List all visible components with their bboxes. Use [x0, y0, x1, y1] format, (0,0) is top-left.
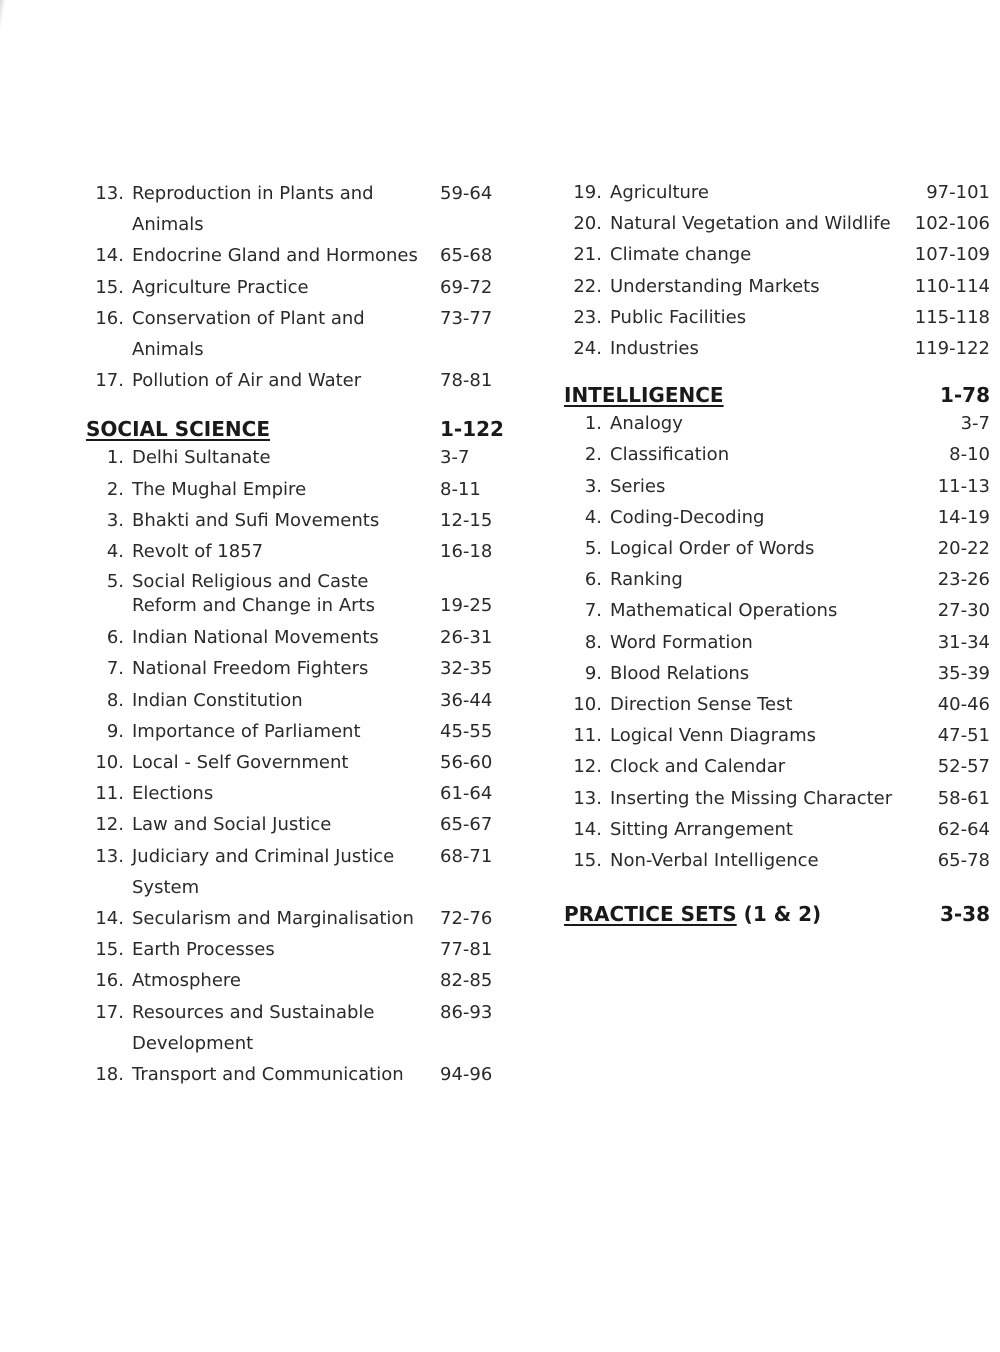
entry-title: Earth Processes [132, 939, 275, 961]
entry-number: 1. [106, 447, 124, 469]
entry-number: 6. [584, 569, 602, 591]
entry-title: Analogy [610, 413, 683, 435]
social-science-continued-list [564, 177, 990, 364]
entry-title: Natural Vegetation and Wildlife [610, 213, 891, 235]
toc-entry [86, 442, 514, 473]
entry-title: Public Facilities [610, 306, 747, 328]
entry-number: 18. [95, 1064, 124, 1086]
entry-pages: 52-57 [937, 756, 990, 778]
entry-number: 20. [573, 213, 602, 235]
toc-entry [86, 272, 514, 303]
entry-pages: 102-106 [914, 213, 990, 235]
entry-number: 19. [573, 182, 602, 203]
entry-pages: 86-93 [440, 1001, 493, 1023]
entry-number: 15. [95, 276, 124, 298]
toc-entry [86, 965, 514, 996]
toc-entry [86, 716, 514, 747]
toc-right-column [564, 177, 990, 928]
toc-entry [86, 178, 514, 240]
entry-number: 6. [106, 627, 124, 649]
entry-number: 7. [106, 658, 124, 680]
entry-title: Blood Relations [610, 662, 750, 684]
toc-entry [86, 567, 514, 622]
entry-pages: 59-64 [440, 183, 493, 204]
entry-pages: 94-96 [440, 1064, 493, 1086]
entry-title: Climate change [610, 244, 752, 266]
toc-entry [564, 177, 990, 208]
toc-entry [86, 747, 514, 778]
entry-title: Judiciary and Criminal Justice System [132, 845, 395, 898]
toc-entry [86, 778, 514, 809]
entry-number: 17. [95, 370, 124, 392]
toc-entry [564, 333, 990, 364]
section-subtitle: (1 & 2) [736, 902, 822, 927]
toc-entry [86, 653, 514, 684]
entry-pages: 119-122 [914, 338, 990, 360]
entry-pages: 31-34 [937, 631, 990, 653]
section-pages: 1-78 [939, 383, 990, 408]
toc-entry [86, 841, 514, 903]
entry-number: 11. [95, 783, 124, 805]
toc-entry [564, 302, 990, 333]
science-continued-list [86, 178, 514, 396]
entry-title: Understanding Markets [610, 275, 820, 297]
entry-number: 9. [584, 662, 602, 684]
entry-pages: 72-76 [440, 908, 493, 930]
toc-entry [564, 814, 990, 845]
entry-number: 4. [106, 541, 124, 563]
entry-title: Sitting Arrangement [610, 818, 793, 840]
entry-pages: 8-10 [949, 444, 990, 466]
intelligence-heading [564, 382, 990, 408]
toc-entry [564, 271, 990, 302]
entry-pages: 35-39 [937, 662, 990, 684]
entry-pages: 61-64 [440, 783, 493, 805]
entry-number: 7. [584, 600, 602, 622]
entry-number: 2. [106, 478, 124, 500]
toc-entry [86, 997, 514, 1059]
intelligence-list [564, 408, 990, 876]
entry-number: 3. [584, 475, 602, 497]
entry-number: 8. [584, 631, 602, 653]
toc-entry [564, 689, 990, 720]
toc-entry [564, 502, 990, 533]
entry-pages: 45-55 [440, 720, 493, 742]
entry-number: 24. [573, 338, 602, 360]
toc-entry [86, 809, 514, 840]
entry-pages: 62-64 [937, 818, 990, 840]
entry-pages: 3-7 [440, 447, 470, 469]
entry-title: Delhi Sultanate [132, 447, 271, 469]
entry-title: Logical Order of Words [610, 538, 815, 560]
toc-entry [564, 720, 990, 751]
entry-title: Indian National Movements [132, 627, 379, 649]
entry-title: Word Formation [610, 631, 753, 653]
entry-title: Direction Sense Test [610, 694, 793, 716]
entry-title: Secularism and Marginalisation [132, 908, 414, 930]
toc-entry [86, 474, 514, 505]
entry-title: Agriculture [610, 182, 709, 203]
entry-pages: 19-25 [440, 595, 493, 617]
entry-pages: 12-15 [440, 509, 493, 531]
entry-number: 13. [95, 845, 124, 867]
entry-pages: 115-118 [914, 306, 990, 328]
entry-pages: 107-109 [914, 244, 990, 266]
entry-title: Endocrine Gland and Hormones [132, 245, 418, 267]
toc-entry [564, 845, 990, 876]
entry-number: 16. [95, 307, 124, 329]
entry-title: Transport and Communication [132, 1064, 404, 1086]
entry-title: Social Religious and Caste Reform and Change in Arts [132, 571, 375, 617]
entry-title: Revolt of 1857 [132, 541, 264, 563]
section-title: PRACTICE SETS [564, 902, 737, 927]
entry-pages: 26-31 [440, 627, 493, 649]
entry-pages: 11-13 [937, 475, 990, 497]
entry-pages: 23-26 [937, 569, 990, 591]
entry-number: 14. [573, 818, 602, 840]
entry-number: 14. [95, 245, 124, 267]
toc-entry [564, 564, 990, 595]
entry-title: Atmosphere [132, 970, 241, 992]
entry-number: 15. [573, 850, 602, 872]
toc-entry [564, 439, 990, 470]
practice-sets-label [564, 900, 821, 928]
toc-entry [564, 239, 990, 270]
entry-number: 12. [95, 814, 124, 836]
entry-pages: 20-22 [937, 538, 990, 560]
toc-entry [564, 408, 990, 439]
entry-title: Industries [610, 338, 699, 360]
entry-title: Conservation of Plant and Animals [132, 307, 365, 361]
entry-number: 10. [95, 752, 124, 774]
toc-entry [86, 934, 514, 965]
entry-title: Classification [610, 444, 730, 466]
section-title: INTELLIGENCE [564, 383, 724, 408]
toc-entry [86, 365, 514, 396]
entry-pages: 82-85 [440, 970, 493, 992]
toc-entry [86, 685, 514, 716]
entry-number: 12. [573, 756, 602, 778]
entry-pages: 8-11 [440, 478, 481, 500]
toc-entry [86, 505, 514, 536]
entry-pages: 32-35 [440, 658, 493, 680]
section-pages: 3-38 [939, 902, 990, 927]
entry-pages: 58-61 [937, 787, 990, 809]
entry-pages: 73-77 [440, 307, 493, 329]
entry-number: 13. [573, 787, 602, 809]
entry-number: 23. [573, 306, 602, 328]
toc-entry [86, 622, 514, 653]
entry-pages: 3-7 [960, 413, 990, 435]
toc-entry [564, 658, 990, 689]
entry-number: 9. [106, 720, 124, 742]
entry-title: Indian Constitution [132, 689, 303, 711]
toc-entry [564, 783, 990, 814]
entry-pages: 47-51 [937, 725, 990, 747]
entry-title: The Mughal Empire [132, 478, 307, 500]
toc-entry [86, 903, 514, 934]
entry-title: Non-Verbal Intelligence [610, 850, 819, 872]
entry-pages: 78-81 [440, 370, 493, 392]
entry-pages: 56-60 [440, 752, 493, 774]
entry-pages: 65-67 [440, 814, 493, 836]
entry-title: Agriculture Practice [132, 276, 309, 298]
entry-title: National Freedom Fighters [132, 658, 369, 680]
entry-pages: 65-78 [937, 850, 990, 872]
entry-pages: 36-44 [440, 689, 493, 711]
entry-title: Ranking [610, 569, 683, 591]
entry-pages: 40-46 [937, 694, 990, 716]
entry-pages: 65-68 [440, 245, 493, 267]
entry-title: Local - Self Government [132, 752, 349, 774]
entry-title: Law and Social Justice [132, 814, 332, 836]
section-title: SOCIAL SCIENCE [86, 417, 270, 442]
entry-number: 4. [584, 506, 602, 528]
social-science-list [86, 442, 514, 1090]
entry-title: Elections [132, 783, 214, 805]
entry-title: Importance of Parliament [132, 720, 361, 742]
entry-title: Logical Venn Diagrams [610, 725, 816, 747]
toc-left-column [86, 178, 514, 1090]
section-pages: 1-122 [440, 417, 504, 442]
page-edge-shadow [0, 0, 10, 70]
entry-pages: 69-72 [440, 276, 493, 298]
entry-title: Resources and Sustainable Development [132, 1001, 375, 1054]
entry-number: 2. [584, 444, 602, 466]
toc-entry [564, 208, 990, 239]
entry-pages: 77-81 [440, 939, 493, 961]
entry-number: 3. [106, 509, 124, 531]
entry-title: Inserting the Missing Character [610, 787, 893, 809]
entry-number: 15. [95, 939, 124, 961]
entry-number: 8. [106, 689, 124, 711]
entry-title: Mathematical Operations [610, 600, 838, 622]
entry-pages: 68-71 [440, 845, 493, 867]
toc-entry [564, 627, 990, 658]
toc-entry [86, 536, 514, 567]
entry-title: Series [610, 475, 666, 497]
entry-number: 10. [573, 694, 602, 716]
practice-sets-heading [564, 900, 990, 928]
toc-entry [564, 533, 990, 564]
entry-number: 21. [573, 244, 602, 266]
toc-entry [86, 1059, 514, 1090]
toc-entry [86, 240, 514, 271]
entry-number: 22. [573, 275, 602, 297]
toc-entry [564, 471, 990, 502]
social-science-heading [86, 416, 514, 442]
entry-number: 1. [584, 413, 602, 435]
entry-title: Reproduction in Plants and Animals [132, 183, 374, 236]
entry-title: Coding-Decoding [610, 506, 765, 528]
entry-pages: 14-19 [937, 506, 990, 528]
entry-pages: 110-114 [914, 275, 990, 297]
entry-number: 11. [573, 725, 602, 747]
toc-entry [564, 751, 990, 782]
entry-number: 5. [106, 571, 124, 593]
entry-title: Bhakti and Sufi Movements [132, 509, 380, 531]
entry-pages: 97-101 [926, 182, 990, 203]
entry-title: Pollution of Air and Water [132, 370, 362, 392]
entry-number: 5. [584, 538, 602, 560]
entry-title: Clock and Calendar [610, 756, 786, 778]
entry-number: 16. [95, 970, 124, 992]
entry-pages: 27-30 [937, 600, 990, 622]
toc-entry [86, 303, 514, 365]
entry-number: 13. [95, 183, 124, 204]
entry-number: 17. [95, 1001, 124, 1023]
entry-number: 14. [95, 908, 124, 930]
entry-pages: 16-18 [440, 541, 493, 563]
toc-entry [564, 595, 990, 626]
